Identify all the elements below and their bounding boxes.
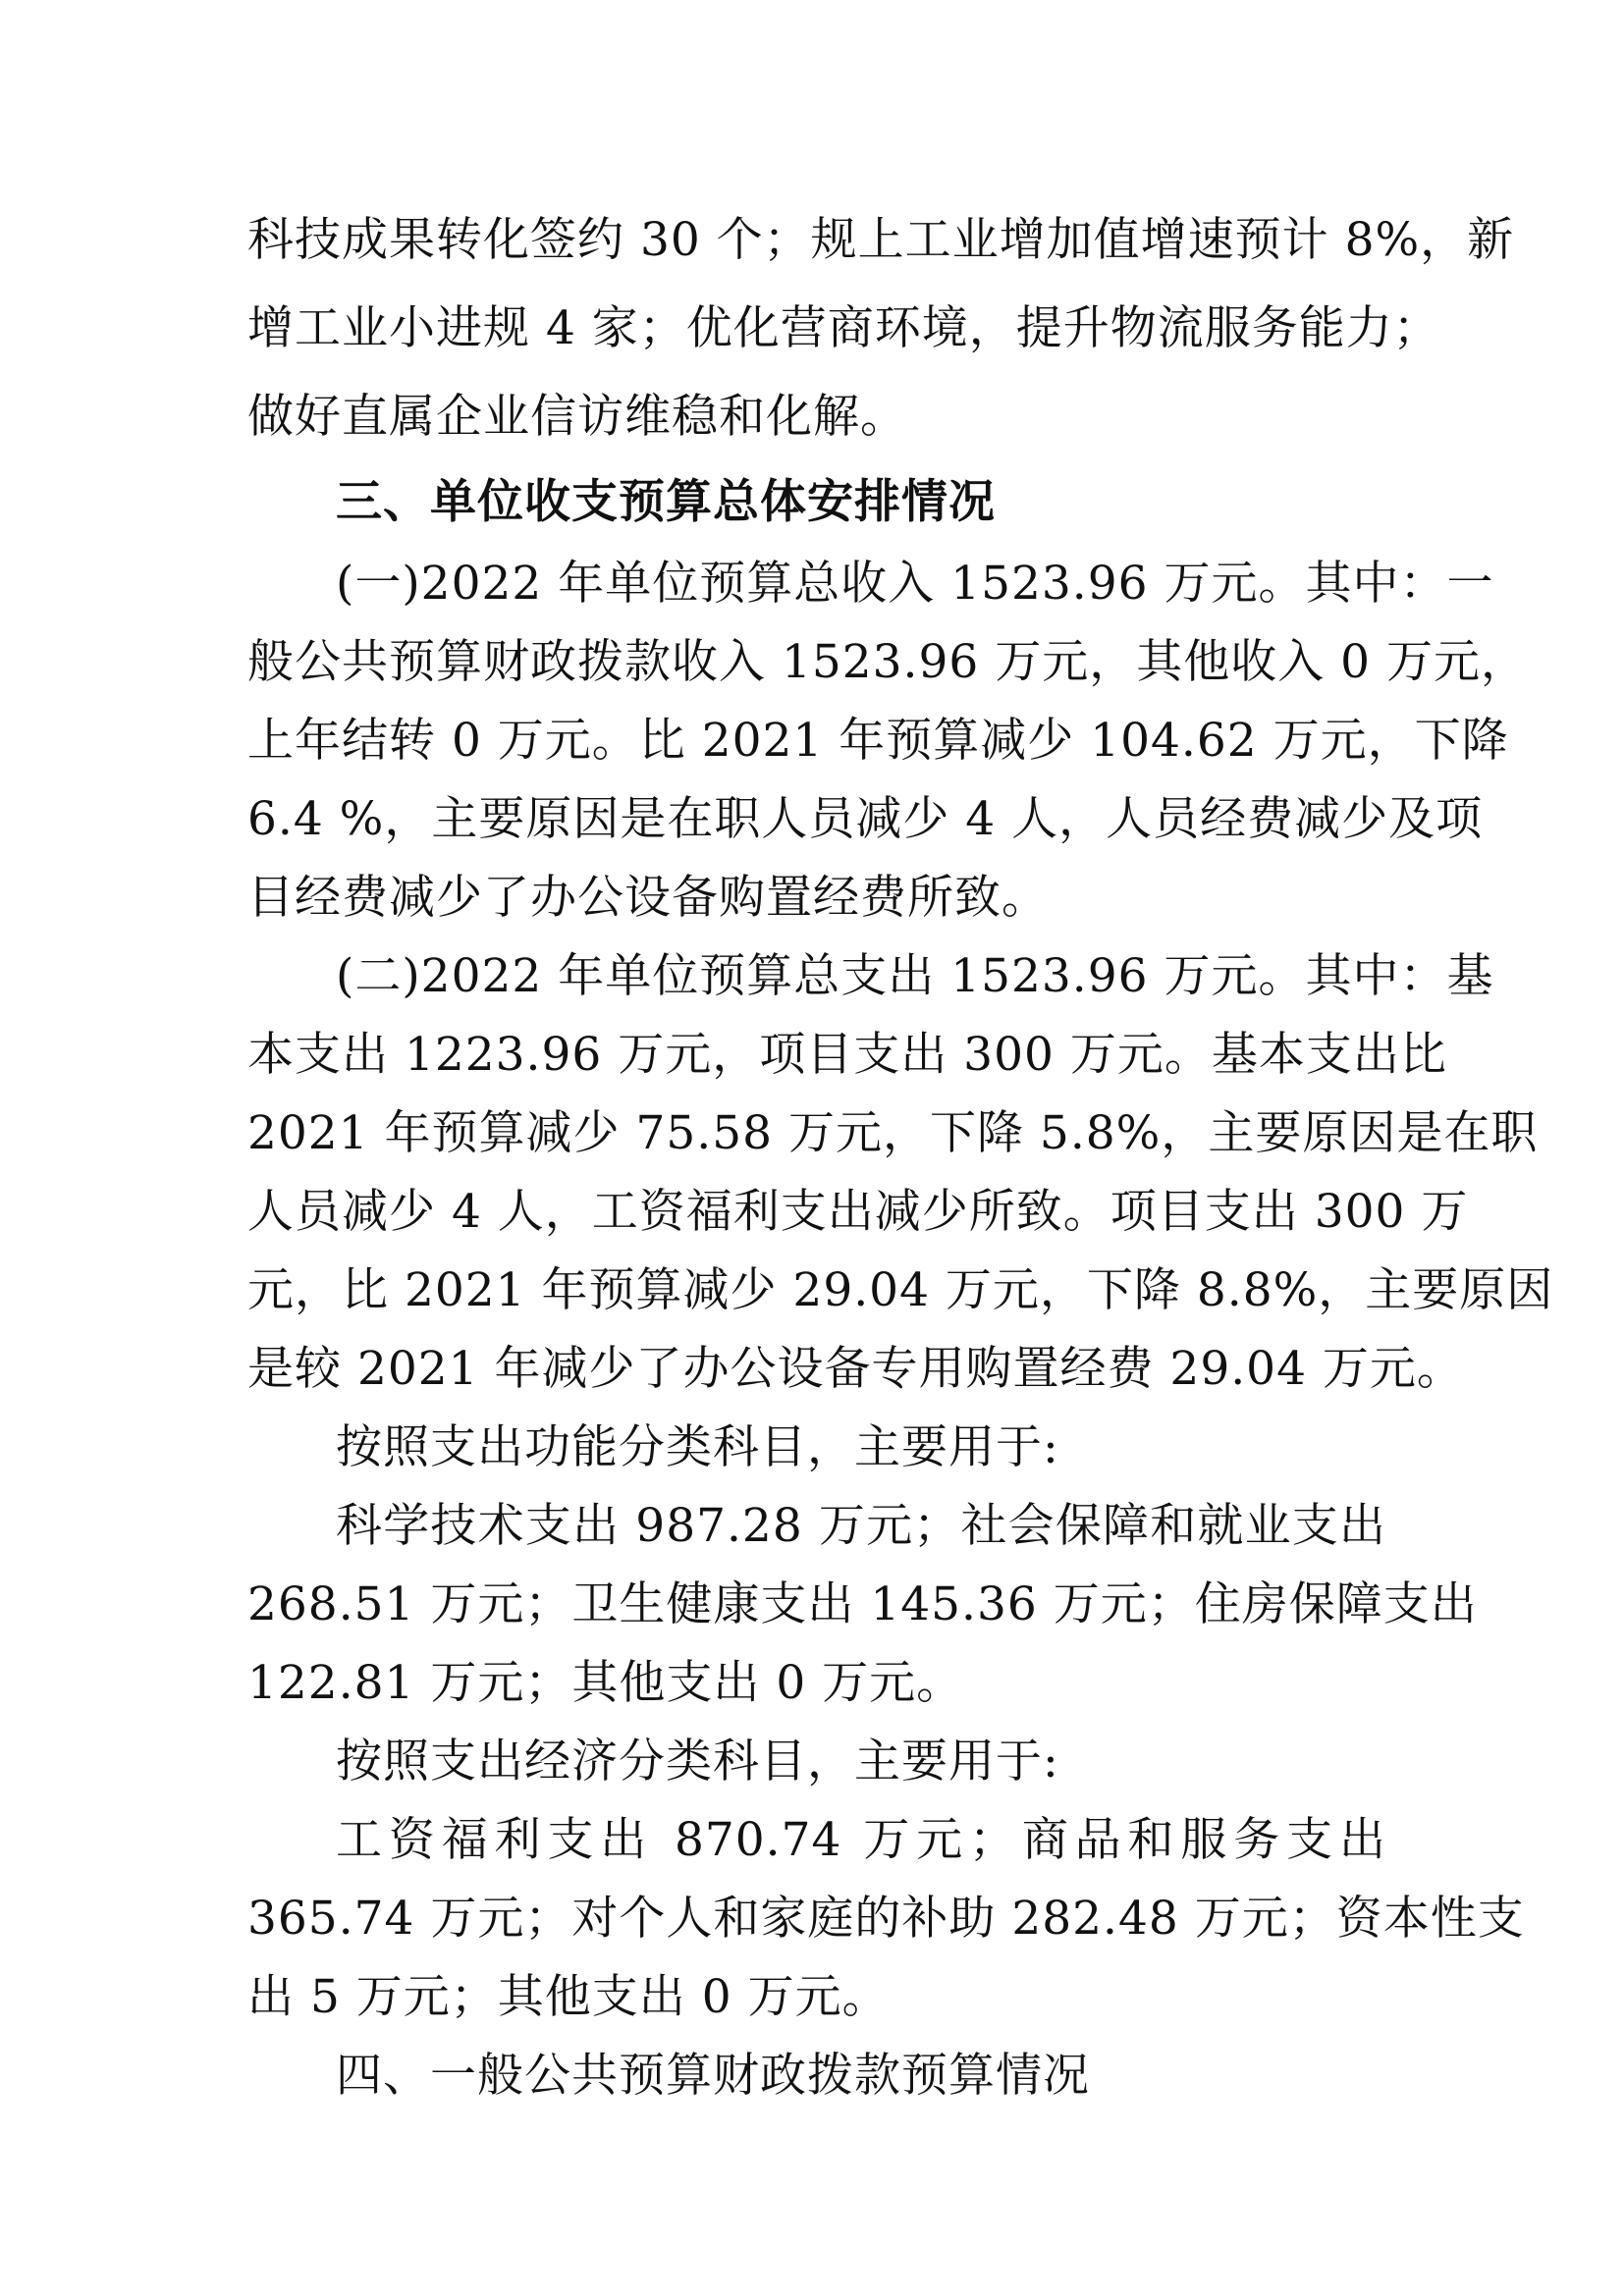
expenditure-line-1: (二)2022 年单位预算总支出 1523.96 万元。其中：基 bbox=[336, 949, 1494, 1003]
economic-line-1: 工资福利支出 870.74 万元；商品和服务支出 bbox=[336, 1813, 1386, 1867]
expenditure-line-4: 人员减少 4 人，工资福利支出减少所致。项目支出 300 万 bbox=[247, 1185, 1469, 1239]
revenue-line-3: 上年结转 0 万元。比 2021 年预算减少 104.62 万元，下降 bbox=[247, 714, 1509, 768]
revenue-line-4: 6.4 %，主要原因是在职人员减少 4 人，人员经费减少及项 bbox=[247, 792, 1484, 846]
expenditure-line-2: 本支出 1223.96 万元，项目支出 300 万元。基本支出比 bbox=[247, 1028, 1447, 1082]
functional-line-3: 122.81 万元；其他支出 0 万元。 bbox=[247, 1656, 964, 1710]
expenditure-line-6: 是较 2021 年减少了办公设备专用购置经费 29.04 万元。 bbox=[247, 1342, 1464, 1396]
section-4-heading: 四、一般公共预算财政拨款预算情况 bbox=[336, 2049, 1090, 2103]
expenditure-line-3: 2021 年预算减少 75.58 万元，下降 5.8%，主要原因是在职 bbox=[247, 1106, 1539, 1160]
revenue-line-2: 般公共预算财政拨款收入 1523.96 万元，其他收入 0 万元， bbox=[247, 635, 1529, 689]
revenue-line-5: 目经费减少了办公设备购置经费所致。 bbox=[247, 871, 1049, 925]
functional-line-2: 268.51 万元；卫生健康支出 145.36 万元；住房保障支出 bbox=[247, 1577, 1478, 1631]
section-3-heading: 三、单位收支预算总体安排情况 bbox=[336, 475, 996, 529]
intro-line-1: 科技成果转化签约 30 个；规上工业增加值增速预计 8%，新 bbox=[247, 213, 1515, 267]
functional-intro: 按照支出功能分类科目，主要用于: bbox=[336, 1420, 1059, 1474]
intro-line-2: 增工业小进规 4 家；优化营商环境，提升物流服务能力； bbox=[247, 301, 1440, 355]
revenue-line-1: (一)2022 年单位预算总收入 1523.96 万元。其中：一 bbox=[336, 557, 1494, 611]
functional-line-1: 科学技术支出 987.28 万元；社会保障和就业支出 bbox=[336, 1499, 1386, 1553]
economic-intro: 按照支出经济分类科目，主要用于: bbox=[336, 1735, 1059, 1789]
expenditure-line-5: 元，比 2021 年预算减少 29.04 万元，下降 8.8%，主要原因 bbox=[247, 1263, 1554, 1317]
economic-line-3: 出 5 万元；其他支出 0 万元。 bbox=[247, 1970, 890, 2024]
intro-line-3: 做好直属企业信访维稳和化解。 bbox=[247, 390, 907, 444]
economic-line-2: 365.74 万元；对个人和家庭的补助 282.48 万元；资本性支 bbox=[247, 1892, 1525, 1946]
